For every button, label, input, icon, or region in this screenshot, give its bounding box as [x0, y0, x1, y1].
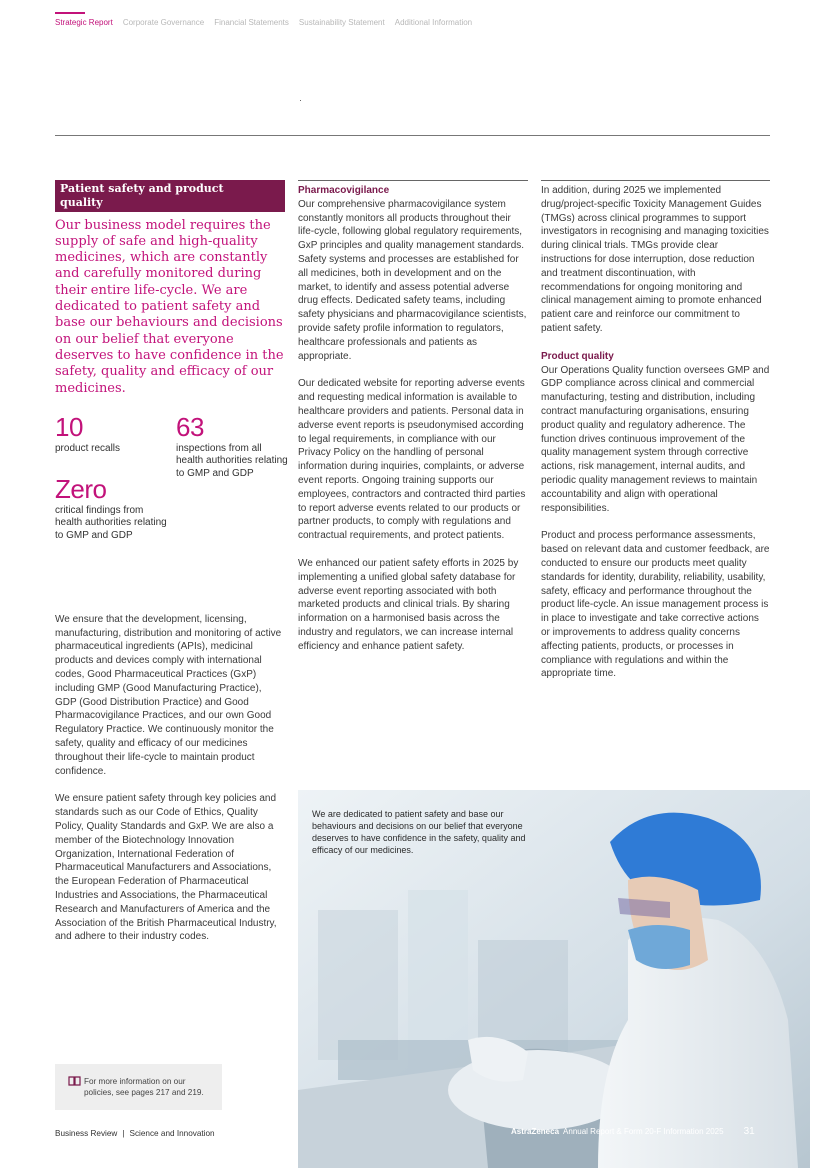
- left-body: [55, 613, 285, 944]
- stat-value: Zero: [55, 473, 107, 504]
- stat-critical-findings: [55, 475, 167, 543]
- lab-photo: [298, 790, 810, 1168]
- footer-report-info: [511, 1126, 755, 1137]
- paragraph: Our comprehensive pharmacovigilance system constantly monitors all products throughout their life-cycle, following global regulatory requirements, GxP principles and quality management standards. Safety systems and processes are established for all medicines, both in development and on the market, to identify and assess potential adverse drug effects. Dedicated safety teams, including safety physicians and pharmacovigilance scientists, provide safety profile information to regulators, healthcare professionals and patients as appropriate.: [298, 198, 527, 362]
- nav-strategic-report[interactable]: Strategic Report: [55, 18, 113, 27]
- footer-brand: AstraZeneca: [511, 1127, 560, 1136]
- key-stats: [55, 411, 288, 583]
- footer-subsection[interactable]: Science and Innovation: [129, 1129, 215, 1138]
- product-quality-heading: Product quality: [541, 350, 614, 362]
- footer-section[interactable]: Business Review: [55, 1129, 118, 1138]
- stray-dot: [300, 100, 301, 101]
- more-info-text: For more information on our policies, see pages 217 and 219.: [84, 1077, 204, 1097]
- paragraph: We ensure patient safety through key policies and standards such as our Code of Ethics, Quality Policy, Quality Standards and GxP. We are also a member of the Biotechnology Innovation Organization, International Federation of Pharmaceutical Manufacturers and Associations, the European Federation of Pharmaceutical Industries and Associations, the Pharmaceutical Research and Manufacturers of America and the Association of the British Pharmaceutical Industry, and adhere to their industry codes.: [55, 793, 277, 943]
- column-left: [55, 180, 288, 958]
- paragraph: In addition, during 2025 we implemented drug/project-specific Toxicity Management Guides (TMGs) across clinical programmes to support investigators in recognising and managing toxicities during clinical trials. TMGs provide clear instructions for dose interruption, dose reduction and treatment discontinuation, with recommendations for ongoing monitoring and clinical management aiming to promote enhanced patient care and reinforce our commitment to patient safety.: [541, 185, 769, 334]
- nav-additional-information[interactable]: Additional Information: [394, 18, 473, 27]
- page-number: 31: [743, 1126, 755, 1137]
- paragraph: We enhanced our patient safety efforts in 2025 by implementing a unified global safety database for adverse event reporting associated with both marketed products and clinical trials. By sharing information on a harmonised basis across the industry and regulators, we can increase internal efficiency and enhance patient safety.: [298, 557, 519, 652]
- column-middle: [298, 180, 528, 668]
- section-tag: Patient safety and product quality: [55, 180, 285, 212]
- paragraph: Our Operations Quality function oversees GMP and GDP compliance across clinical and commercial manufacturing, testing and distribution, including contract manufacturing organisations, ensuring product quality and regulatory adherence. The function drives continuous improvement of the quality management system through corrective actions, risk management, internal audits, and periodic quality management reviews to maintain accountability and align with operational responsibilities.: [541, 364, 770, 514]
- paragraph: Product and process performance assessments, based on relevant data and customer feedback, are conducted to ensure our products meet quality standards for identity, durability, reliability, usability, safety, efficacy and performance throughout the product life-cycle. An issue management process is in place to investigate and take corrective actions or improvements to address quality concerns affecting patients, products, or processes in compliance with regulations and within the appropriate time.: [541, 530, 770, 680]
- more-info-box[interactable]: [55, 1064, 222, 1110]
- column-right: [541, 180, 770, 695]
- nav-sustainability-statement[interactable]: Sustainability Statement: [298, 18, 385, 27]
- paragraph: We ensure that the development, licensing, manufacturing, distribution and monitoring of active pharmaceutical ingredients (APIs), medicinal products and devices comply with international codes, Good Pharmaceutical Practices (GxP) including GMP (Good Manufacturing Practice), GDP (Good Distribution Practice) and Good Pharmacovigilance Practices, and our own Good Regulatory Practice. We continuously monitor the safety, quality and efficacy of our medicines throughout their life-cycle to maintain product confidence.: [55, 613, 282, 777]
- footer-report-title: Annual Report & Form 20-F Information 2025: [563, 1127, 724, 1136]
- nav-financial-statements[interactable]: Financial Statements: [214, 18, 289, 27]
- section-nav: [55, 18, 472, 27]
- lead-statement: Our business model requires the supply of safe and high-quality medicines, which are constantly and carefully monitored during their entire life-cycle. We are dedicated to patient safety and base our behaviours and decisions on our belief that everyone deserves to have confidence in the safety, quality and efficacy of our medicines.: [55, 217, 284, 396]
- footer-separator: |: [122, 1129, 125, 1138]
- stat-value: 10: [55, 411, 83, 442]
- book-icon: [68, 1076, 81, 1086]
- stat-value: 63: [176, 411, 204, 442]
- footer-breadcrumb: [55, 1129, 215, 1138]
- pharmacovigilance-heading: Pharmacovigilance: [298, 185, 390, 196]
- nav-corporate-governance[interactable]: Corporate Governance: [122, 18, 205, 27]
- stat-recalls: [55, 413, 165, 456]
- header-rule: [55, 135, 770, 136]
- paragraph: Our dedicated website for reporting adverse events and requesting medical information is available to healthcare providers and patients. Personal data in adverse event reports is pseudonymised according to legal requirements, in compliance with our Privacy Policy on the handling of personal information during inquiries, complaints, or adverse event reports. Ongoing training supports our employees, contractors and contracted third parties to report adverse events related to our products or partner products, to comply with regulations and contractual requirements, and protect patients.: [298, 378, 526, 542]
- stat-inspections: [176, 413, 288, 481]
- photo-caption: We are dedicated to patient safety and base our behaviours and decisions on our belief that everyone deserves to have confidence in the safety, quality and efficacy of our medicines.: [312, 809, 526, 855]
- stat-label: inspections from all health authorities relating to GMP and GDP: [176, 442, 288, 480]
- stat-label: product recalls: [55, 442, 121, 454]
- stat-label: critical findings from health authorities relating to GMP and GDP: [55, 504, 167, 542]
